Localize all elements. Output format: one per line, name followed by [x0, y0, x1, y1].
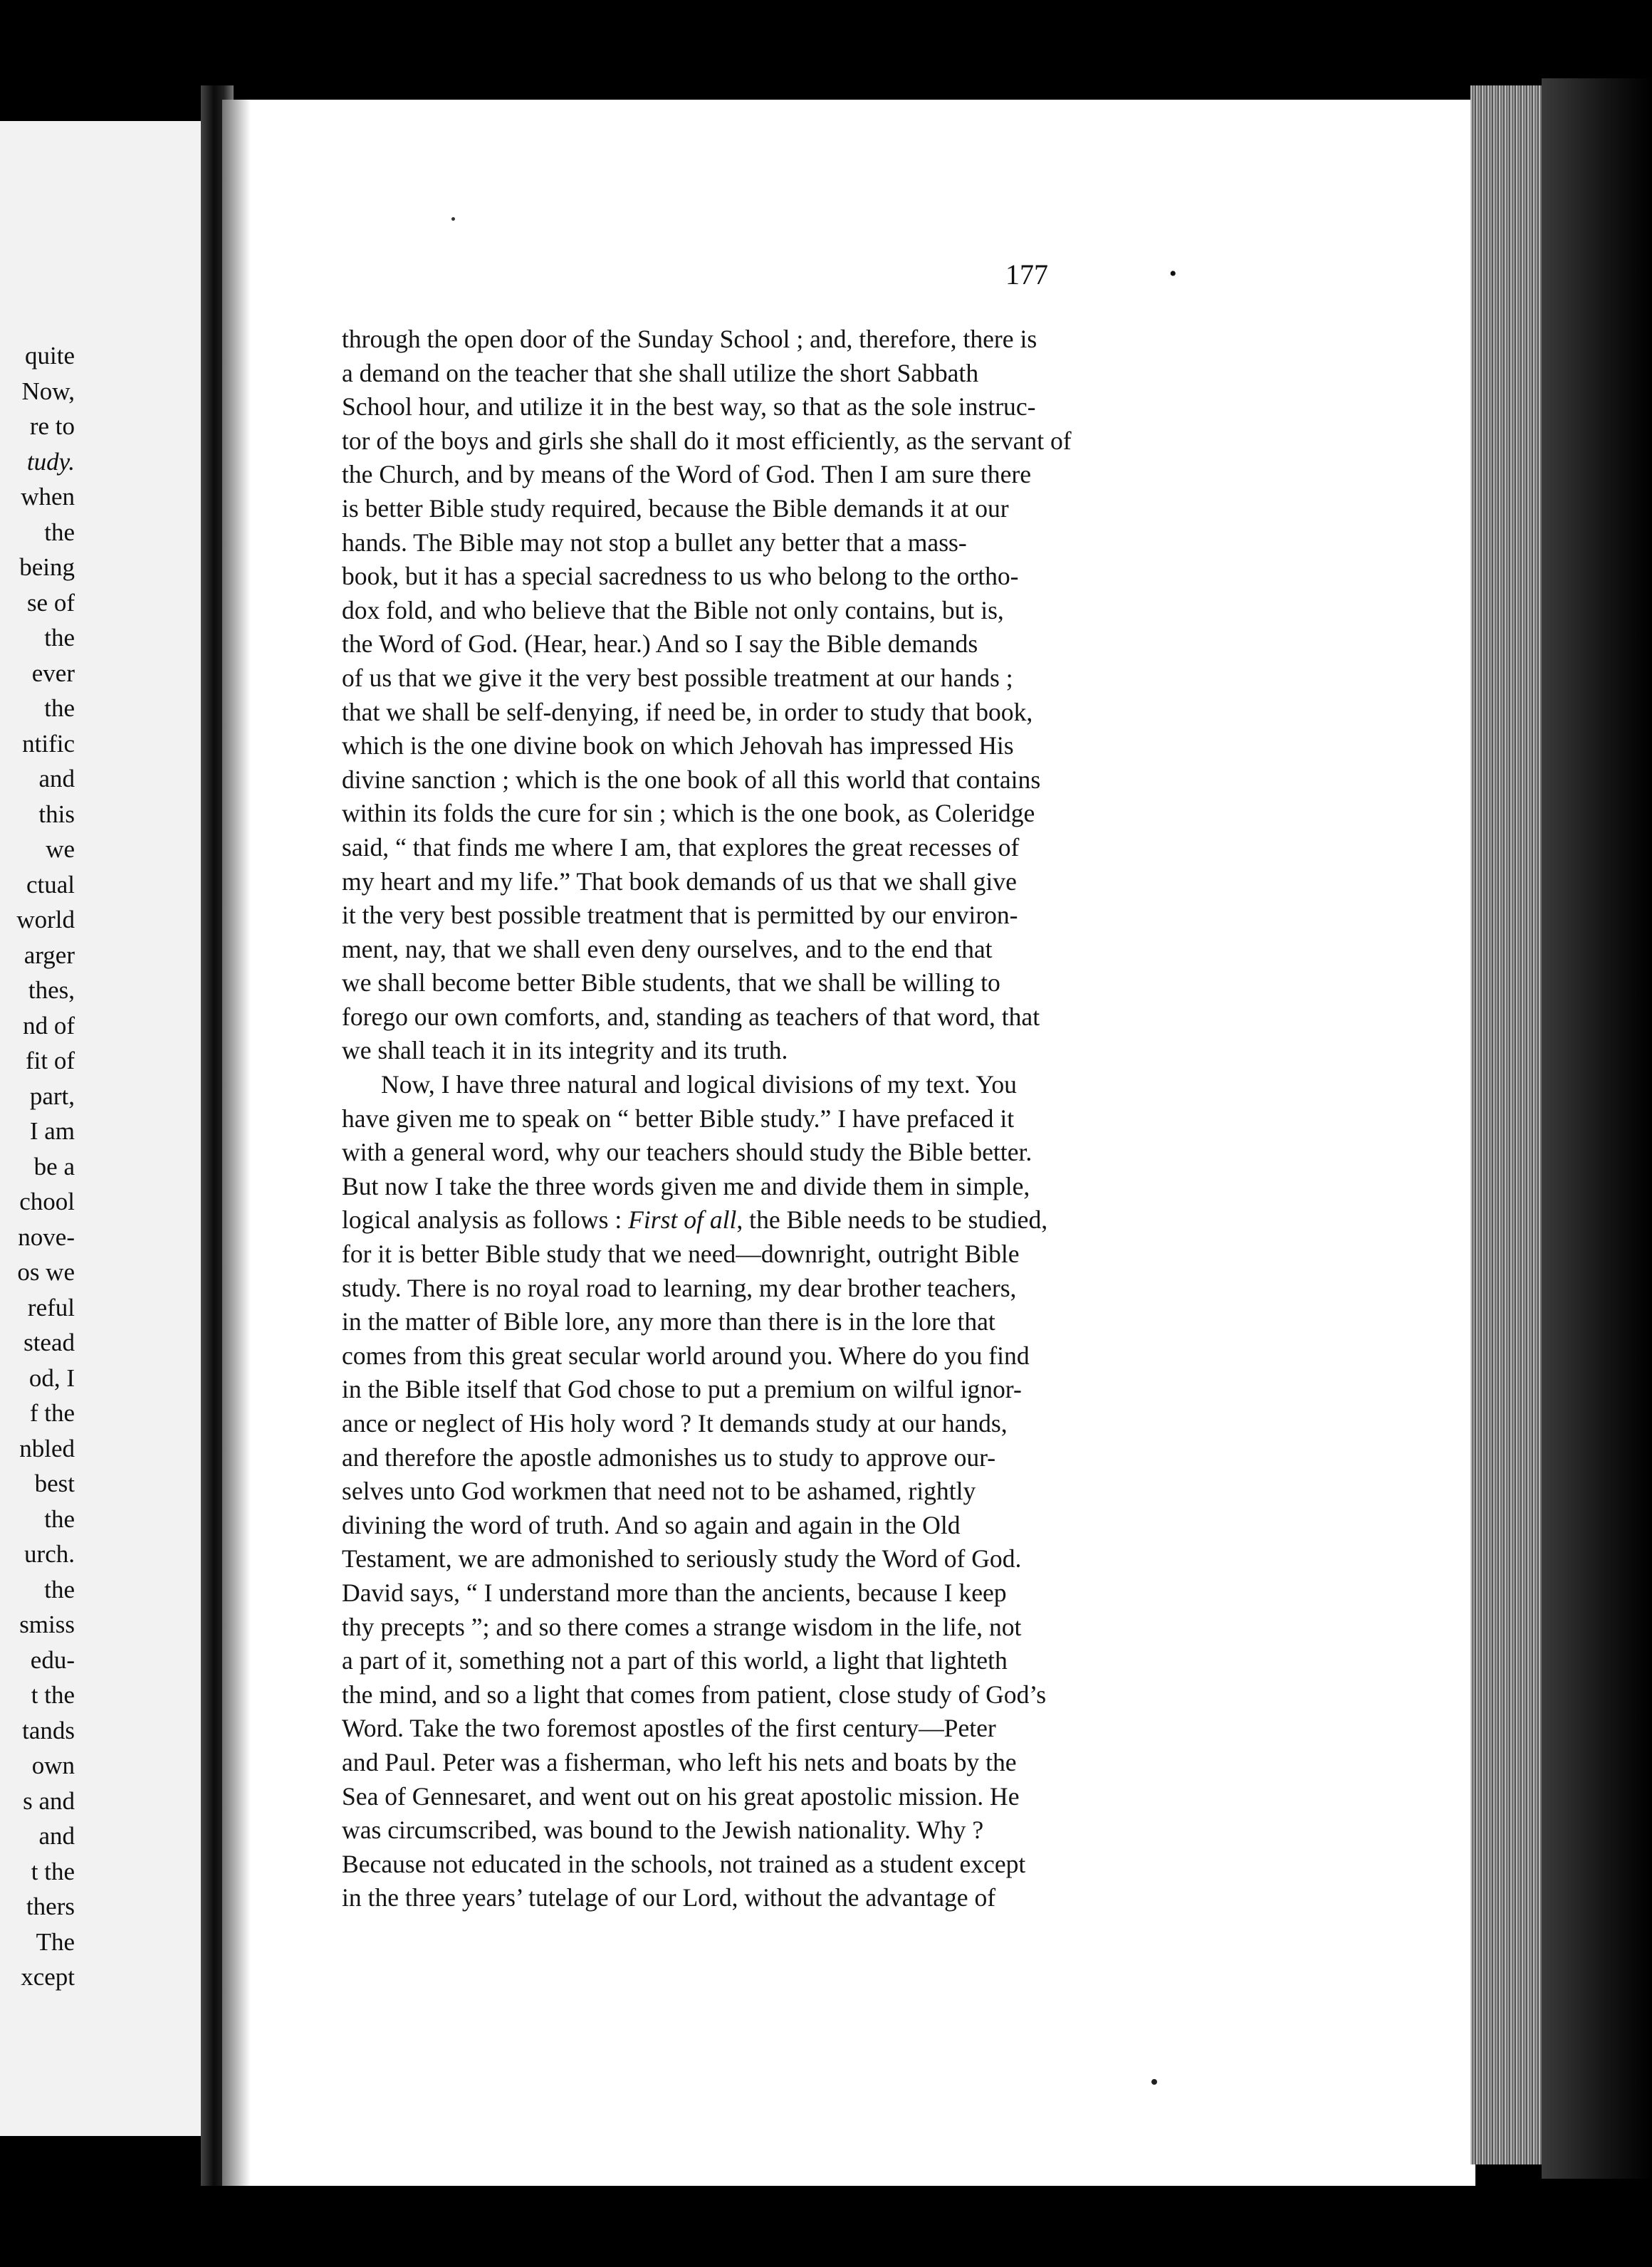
text-line: that we shall be self-denying, if need be, in order to study that book, — [342, 697, 1033, 726]
text-line: book, but it has a special sacredness to us who belong to the ortho- — [342, 562, 1019, 591]
text-line: is better Bible study required, because the Bible demands it at our — [342, 493, 1009, 523]
previous-page-fragment: thers — [26, 1892, 75, 1920]
text-line: School hour, and utilize it in the best way, so that as the sole instruc- — [342, 392, 1036, 422]
text-line: a part of it, something not a part of this world, a light that lighteth — [342, 1646, 1008, 1675]
text-line: have given me to speak on “ better Bible study.” I have prefaced it — [342, 1104, 1015, 1133]
text-line: the Word of God. (Hear, hear.) And so I say the Bible demands — [342, 629, 978, 659]
previous-page-fragment: best — [34, 1470, 75, 1497]
previous-page-fragment: part, — [29, 1082, 75, 1110]
text-line: Because not educated in the schools, not trained as a student except — [342, 1849, 1026, 1878]
previous-page-fragment: thes, — [28, 976, 75, 1004]
previous-page-fragment: urch. — [24, 1540, 75, 1568]
text-line: ment, nay, that we shall even deny ourselves, and to the end that — [342, 934, 993, 963]
previous-page-fragment: re to — [29, 412, 75, 440]
previous-page-fragment: arger — [23, 941, 75, 969]
text-line: for it is better Bible study that we need—downright, outright Bible — [342, 1240, 1020, 1269]
previous-page-fragment: chool — [19, 1188, 75, 1215]
previous-page-fragment: nd of — [23, 1011, 75, 1040]
text-line: study. There is no royal road to learning, my dear brother teachers, — [342, 1273, 1017, 1302]
previous-page-fragment: when — [21, 483, 75, 511]
previous-page-fragment: nbled — [19, 1434, 75, 1462]
previous-page-fragment: Now, — [21, 377, 75, 405]
previous-page-fragment: own — [31, 1752, 75, 1779]
text-line: Testament, we are admonished to seriously study the Word of God. — [342, 1544, 1022, 1574]
previous-page-fragment: The — [36, 1927, 75, 1956]
text-line: divine sanction ; which is the one book of all this world that contains — [342, 765, 1041, 794]
previous-page-fragment: ctual — [26, 870, 75, 899]
previous-page-fragment: os we — [17, 1258, 75, 1286]
text-line: my heart and my life.” That book demands of us that we shall give — [342, 867, 1017, 896]
page-block-edge — [1470, 85, 1542, 2164]
previous-page-fragment: I am — [29, 1117, 75, 1145]
previous-page-fragment: being — [19, 553, 75, 581]
current-page — [222, 100, 1475, 2186]
scan-speck: • — [1169, 262, 1177, 286]
book-cover-edge — [1542, 78, 1652, 2179]
previous-page-fragment: nove- — [18, 1222, 75, 1251]
body-text — [342, 323, 1349, 1915]
italic-phrase: First of all — [628, 1205, 737, 1235]
text-line: logical analysis as follows : First of all, the Bible needs to be studied, — [342, 1205, 1048, 1235]
paragraph-start-line: Now, I have three natural and logical divisions of my text. You — [381, 1070, 1017, 1099]
text-line: in the three years’ tutelage of our Lord, without the advantage of — [342, 1883, 996, 1912]
previous-page-fragment: the — [44, 1575, 75, 1603]
text-line: it the very best possible treatment that is permitted by our environ- — [342, 901, 1018, 930]
previous-page-fragment: the — [44, 1504, 75, 1533]
text-line: was circumscribed, was bound to the Jewish nationality. Why ? — [342, 1816, 984, 1845]
text-line: and therefore the apostle admonishes us to study to approve our- — [342, 1443, 996, 1472]
text-line: divining the word of truth. And so again and again in the Old — [342, 1510, 961, 1539]
page-curl-shadow — [222, 100, 251, 2186]
text-line: in the matter of Bible lore, any more than there is in the lore that — [342, 1307, 995, 1336]
text-line: and Paul. Peter was a fisherman, who left his nets and boats by the — [342, 1747, 1017, 1776]
previous-page-fragment: se of — [26, 588, 75, 617]
text-line: through the open door of the Sunday School ; and, therefore, there is — [342, 325, 1037, 353]
page-number: 177 — [1005, 258, 1048, 290]
scan-speck — [1151, 2079, 1157, 2085]
text-line: forego our own comforts, and, standing as teachers of that word, that — [342, 1002, 1040, 1031]
previous-page-fragment: quite — [25, 342, 75, 370]
text-line: which is the one divine book on which Jehovah has impressed His — [342, 731, 1014, 760]
text-line: the mind, and so a light that comes from patient, close study of God’s — [342, 1680, 1047, 1709]
previous-page-fragment: t the — [31, 1681, 75, 1709]
text-line: David says, “ I understand more than the ancients, because I keep — [342, 1578, 1007, 1607]
text-line: in the Bible itself that God chose to put a premium on wilful ignor- — [342, 1375, 1022, 1404]
previous-page-fragment: we — [46, 835, 75, 863]
previous-page-fragment: stead — [23, 1329, 75, 1356]
previous-page-fragment: fit of — [25, 1047, 75, 1074]
scan-speck — [451, 217, 455, 221]
previous-page-fragment: and — [38, 765, 75, 792]
text-line: comes from this great secular world around you. Where do you find — [342, 1341, 1030, 1370]
previous-page-fragment: edu- — [30, 1645, 75, 1674]
text-line: the Church, and by means of the Word of God. Then I am sure there — [342, 460, 1032, 489]
previous-page-fragment: xcept — [21, 1963, 75, 1991]
text-line: within its folds the cure for sin ; which is the one book, as Coleridge — [342, 799, 1035, 828]
previous-page-fragment: s and — [23, 1786, 75, 1815]
previous-page-fragment: ntific — [22, 729, 75, 758]
previous-page-fragment: ever — [31, 659, 75, 687]
previous-page-fragment: t the — [31, 1857, 75, 1885]
previous-page-fragment: the — [44, 518, 75, 546]
previous-page-fragment: f the — [29, 1399, 75, 1427]
text-line: we shall teach it in its integrity and its truth. — [342, 1036, 788, 1065]
previous-page-fragment: the — [44, 694, 75, 722]
previous-page-fragment: reful — [27, 1293, 75, 1321]
text-line: Sea of Gennesaret, and went out on his great apostolic mission. He — [342, 1781, 1020, 1811]
previous-page — [0, 121, 210, 2136]
text-line: tor of the boys and girls she shall do it most efficiently, as the servant of — [342, 426, 1072, 455]
previous-page-fragment: world — [16, 906, 75, 933]
text-line: ance or neglect of His holy word ? It demands study at our hands, — [342, 1409, 1008, 1438]
text-line: said, “ that finds me where I am, that explores the great recesses of — [342, 832, 1020, 862]
text-line: a demand on the teacher that she shall utilize the short Sabbath — [342, 358, 979, 387]
previous-page-fragment: this — [38, 800, 75, 828]
text-line: But now I take the three words given me and divide them in simple, — [342, 1171, 1030, 1200]
previous-page-fragment: smiss — [19, 1611, 75, 1638]
previous-page-fragment: and — [38, 1822, 75, 1850]
text-line: we shall become better Bible students, that we shall be willing to — [342, 968, 1000, 998]
text-line: of us that we give it the very best possible treatment at our hands ; — [342, 663, 1013, 692]
text-line: selves unto God workmen that need not to be ashamed, rightly — [342, 1477, 976, 1506]
previous-page-fragment: od, I — [28, 1363, 75, 1392]
text-line: hands. The Bible may not stop a bullet any better that a mass- — [342, 528, 967, 557]
text-line: Word. Take the two foremost apostles of the first century—Peter — [342, 1714, 996, 1743]
previous-page-fragment: tudy. — [26, 447, 75, 476]
text-line: dox fold, and who believe that the Bible not only contains, but is, — [342, 595, 1004, 624]
previous-page-fragment: be a — [33, 1152, 75, 1180]
previous-page-fragment: the — [44, 624, 75, 651]
previous-page-fragment: tands — [22, 1716, 75, 1744]
previous-page-line-endings — [0, 338, 75, 1995]
text-line: with a general word, why our teachers should study the Bible better. — [342, 1138, 1032, 1167]
text-line: thy precepts ”; and so there comes a strange wisdom in the life, not — [342, 1612, 1022, 1641]
